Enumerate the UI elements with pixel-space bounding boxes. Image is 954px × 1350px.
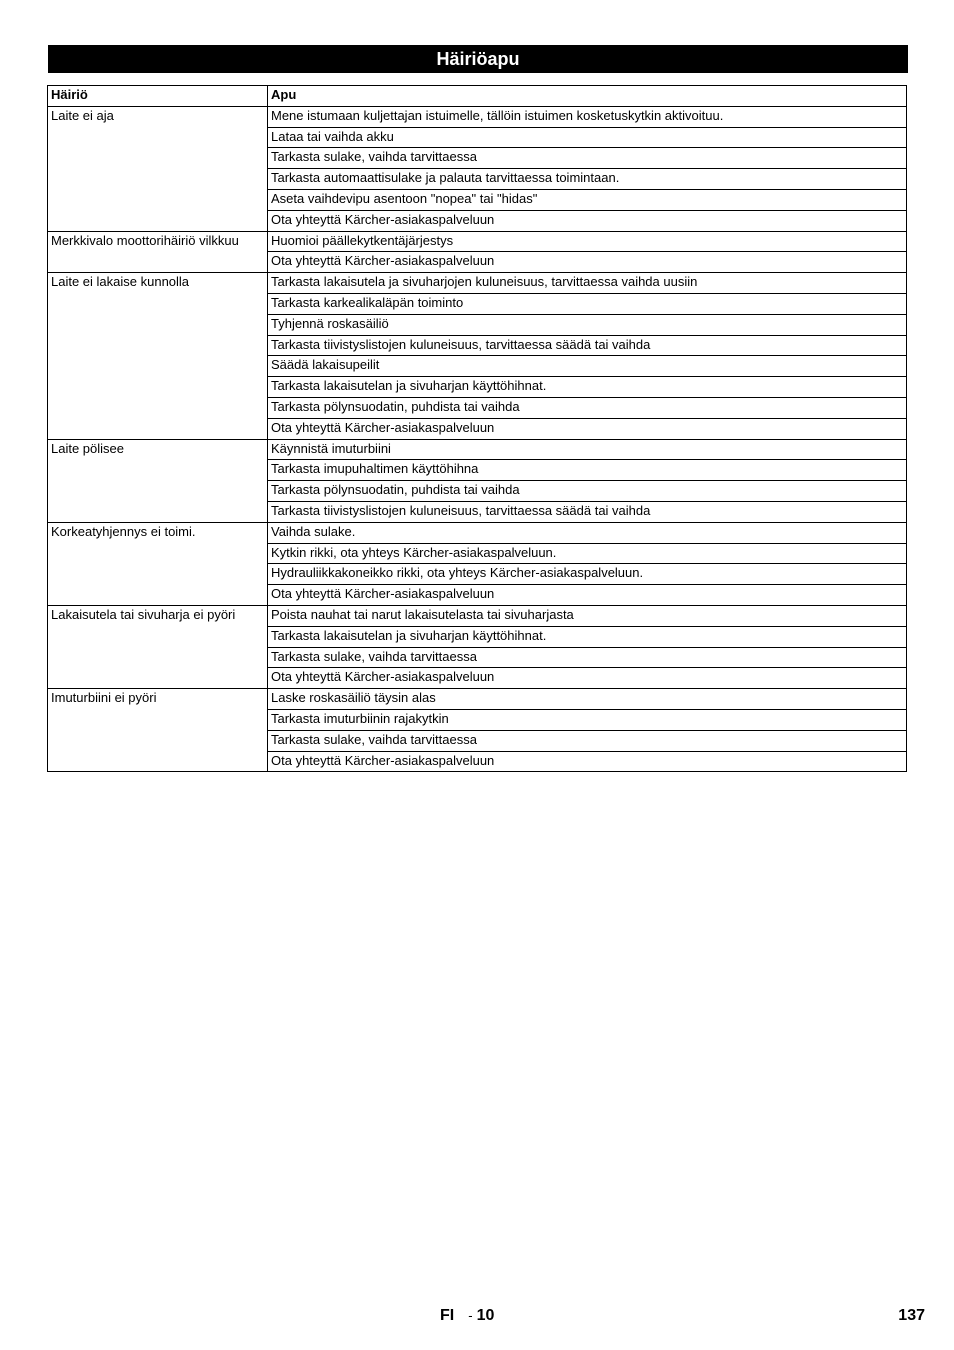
footer-section-page: 10	[476, 1307, 495, 1324]
remedy-cell: Säädä lakaisupeilit	[268, 356, 907, 377]
remedy-cell: Poista nauhat tai narut lakaisutelasta tai sivuharjasta	[268, 605, 907, 626]
footer-language: FI	[440, 1307, 455, 1324]
remedy-cell: Vaihda sulake.	[268, 522, 907, 543]
remedy-cell: Tarkasta tiivistyslistojen kuluneisuus, tarvittaessa säädä tai vaihda	[268, 501, 907, 522]
remedy-cell: Huomioi päällekytkentäjärjestys	[268, 231, 907, 252]
remedy-cell: Aseta vaihdevipu asentoon "nopea" tai "hidas"	[268, 189, 907, 210]
remedy-cell: Tarkasta tiivistyslistojen kuluneisuus, tarvittaessa säädä tai vaihda	[268, 335, 907, 356]
footer-separator: -	[468, 1308, 473, 1323]
remedy-cell: Tarkasta automaattisulake ja palauta tarvittaessa toimintaan.	[268, 169, 907, 190]
table-header-row	[48, 86, 907, 107]
footer-page-number: 137	[898, 1307, 925, 1324]
remedy-cell: Tarkasta lakaisutela ja sivuharjojen kuluneisuus, tarvittaessa vaihda uusiin	[268, 273, 907, 294]
remedy-cell: Tarkasta sulake, vaihda tarvittaessa	[268, 148, 907, 169]
remedy-cell: Ota yhteyttä Kärcher-asiakaspalveluun	[268, 668, 907, 689]
table-row	[48, 439, 907, 460]
remedy-cell: Tyhjennä roskasäiliö	[268, 314, 907, 335]
table-row	[48, 605, 907, 626]
remedy-cell: Hydrauliikkakoneikko rikki, ota yhteys Kärcher-asiakaspalveluun.	[268, 564, 907, 585]
remedy-cell: Ota yhteyttä Kärcher-asiakaspalveluun	[268, 252, 907, 273]
remedy-cell: Tarkasta lakaisutelan ja sivuharjan käyttöhihnat.	[268, 377, 907, 398]
fault-cell: Lakaisutela tai sivuharja ei pyöri	[48, 605, 268, 688]
table-row	[48, 231, 907, 252]
remedy-cell: Tarkasta imupuhaltimen käyttöhihna	[268, 460, 907, 481]
header-fault: Häiriö	[48, 86, 268, 107]
table-body	[48, 106, 907, 772]
table-row	[48, 522, 907, 543]
remedy-cell: Ota yhteyttä Kärcher-asiakaspalveluun	[268, 585, 907, 606]
remedy-cell: Mene istumaan kuljettajan istuimelle, tällöin istuimen kosketuskytkin aktivoituu.	[268, 106, 907, 127]
fault-cell: Merkkivalo moottorihäiriö vilkkuu	[48, 231, 268, 273]
table-row	[48, 273, 907, 294]
fault-cell: Laite pölisee	[48, 439, 268, 522]
table-row	[48, 106, 907, 127]
remedy-cell: Tarkasta sulake, vaihda tarvittaessa	[268, 730, 907, 751]
remedy-cell: Kytkin rikki, ota yhteys Kärcher-asiakaspalveluun.	[268, 543, 907, 564]
fault-cell: Laite ei aja	[48, 106, 268, 231]
remedy-cell: Käynnistä imuturbiini	[268, 439, 907, 460]
page-title: Häiriöapu	[48, 45, 908, 73]
troubleshooting-table	[47, 85, 907, 772]
header-help: Apu	[268, 86, 907, 107]
fault-cell: Laite ei lakaise kunnolla	[48, 273, 268, 439]
remedy-cell: Tarkasta pölynsuodatin, puhdista tai vaihda	[268, 397, 907, 418]
footer-section	[440, 1307, 494, 1325]
remedy-cell: Ota yhteyttä Kärcher-asiakaspalveluun	[268, 751, 907, 772]
remedy-cell: Tarkasta karkealikaläpän toiminto	[268, 293, 907, 314]
remedy-cell: Tarkasta sulake, vaihda tarvittaessa	[268, 647, 907, 668]
remedy-cell: Laske roskasäiliö täysin alas	[268, 689, 907, 710]
remedy-cell: Tarkasta lakaisutelan ja sivuharjan käyttöhihnat.	[268, 626, 907, 647]
remedy-cell: Lataa tai vaihda akku	[268, 127, 907, 148]
fault-cell: Korkeatyhjennys ei toimi.	[48, 522, 268, 605]
remedy-cell: Tarkasta imuturbiinin rajakytkin	[268, 709, 907, 730]
remedy-cell: Ota yhteyttä Kärcher-asiakaspalveluun	[268, 418, 907, 439]
table-row	[48, 689, 907, 710]
remedy-cell: Ota yhteyttä Kärcher-asiakaspalveluun	[268, 210, 907, 231]
remedy-cell: Tarkasta pölynsuodatin, puhdista tai vaihda	[268, 481, 907, 502]
fault-cell: Imuturbiini ei pyöri	[48, 689, 268, 772]
